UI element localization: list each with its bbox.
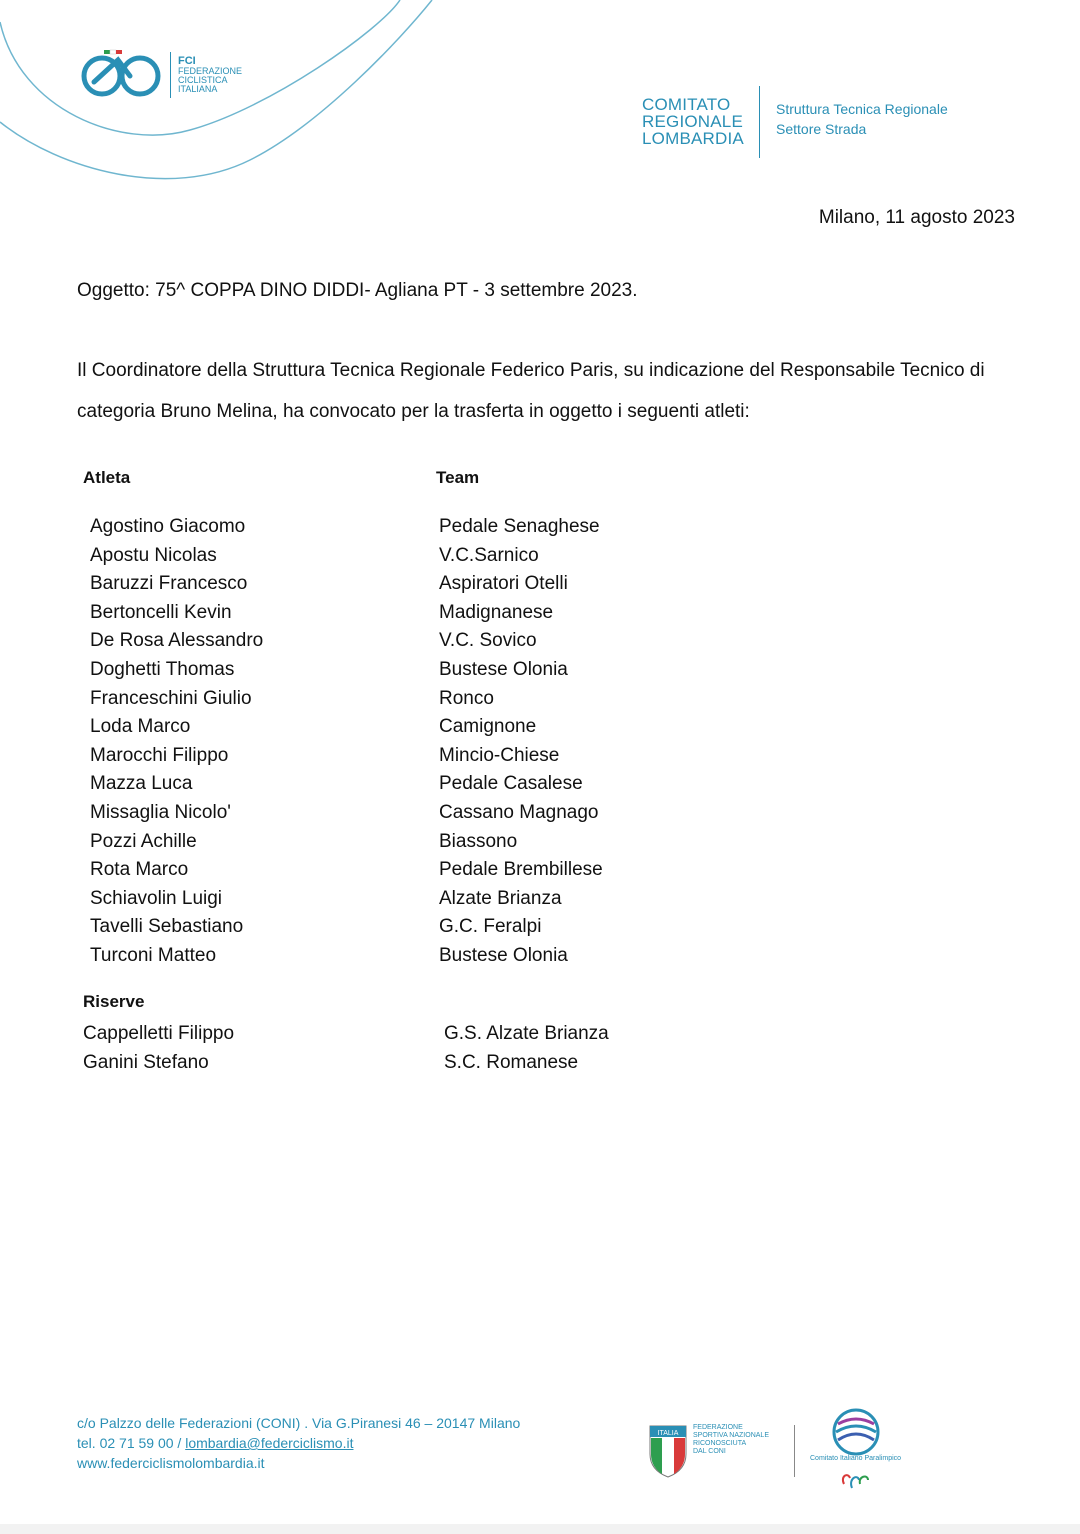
letter-intro: Il Coordinatore della Struttura Tecnica Regionale Federico Paris, su indicazione del Responsabile Tecnico di categoria Bruno Melina, ha convocato per la trasferta in oggetto i seguenti atleti: [77, 360, 985, 422]
team-name: Mincio-Chiese [439, 744, 560, 766]
reserve-athlete-name: Ganini Stefano [83, 1051, 209, 1073]
athlete-name: De Rosa Alessandro [90, 630, 264, 652]
letter-date: Milano, 11 agosto 2023 [818, 207, 1015, 228]
athlete-name: Marocchi Filippo [90, 744, 229, 766]
header-curves [0, 0, 460, 200]
svg-text:ITALIA: ITALIA [657, 1430, 679, 1437]
team-name: Alzate Brianza [439, 887, 562, 909]
athlete-name: Tavelli Sebastiano [90, 916, 244, 938]
fci-bike-logo-icon [80, 48, 166, 100]
team-name: V.C.Sarnico [439, 544, 539, 566]
footer-website[interactable]: www.federciclismolombardia.it [77, 1455, 265, 1471]
athlete-name: Baruzzi Francesco [90, 573, 248, 595]
team-list [439, 513, 603, 971]
athlete-name: Bertoncelli Kevin [90, 601, 232, 623]
team-name: Biassono [439, 830, 518, 852]
footer-phone-line: tel. 02 71 59 00 / lombardia@federciclismo.it [77, 1435, 354, 1451]
fci-wordmark: FCI FEDERAZIONE CICLISTICA ITALIANA [178, 55, 243, 94]
athlete-name: Franceschini Giulio [90, 687, 252, 709]
column-header-team: Team [436, 468, 480, 487]
fci-divider [170, 52, 171, 98]
header-divider [759, 86, 760, 158]
athlete-name: Apostu Nicolas [90, 544, 217, 566]
reserve-team-name: S.C. Romanese [444, 1051, 579, 1073]
team-name: Cassano Magnago [439, 801, 599, 823]
team-name: Ronco [439, 687, 494, 709]
athlete-name: Doghetti Thomas [90, 658, 235, 680]
team-name: Madignanese [439, 601, 554, 623]
athlete-name: Schiavolin Luigi [90, 887, 223, 909]
reserve-athlete-name: Cappelletti Filippo [83, 1023, 235, 1044]
athlete-name: Missaglia Nicolo' [90, 801, 231, 823]
team-name: G.C. Feralpi [439, 916, 542, 938]
athlete-name: Loda Marco [90, 716, 191, 738]
athlete-name: Agostino Giacomo [90, 516, 246, 537]
page-bottom-edge [0, 1524, 1080, 1534]
comitato-title: COMITATO REGIONALE LOMBARDIA [642, 95, 744, 148]
team-name: Pedale Brembillese [439, 859, 603, 881]
team-name: Bustese Olonia [439, 944, 568, 966]
athlete-name: Pozzi Achille [90, 830, 197, 852]
team-name: Camignone [439, 716, 537, 738]
paralimpico-logo-icon [810, 1406, 900, 1496]
reserves-heading: Riserve [83, 992, 145, 1011]
team-name: Aspiratori Otelli [439, 573, 568, 595]
reserve-athlete-list [83, 1020, 234, 1077]
footer-logo-divider [794, 1425, 795, 1477]
athlete-name: Turconi Matteo [90, 944, 217, 966]
team-name: Pedale Senaghese [439, 516, 600, 537]
letter-subject: Oggetto: 75^ COPPA DINO DIDDI- Agliana PT - 3 settembre 2023. [77, 280, 638, 301]
coni-text: FEDERAZIONE SPORTIVA NAZIONALE RICONOSCIUTA DAL CONI [693, 1424, 769, 1455]
team-name: Bustese Olonia [439, 658, 568, 680]
footer-email-link[interactable]: lombardia@federciclismo.it [185, 1435, 354, 1451]
footer-address: c/o Palzzo delle Federazioni (CONI) . Via G.Piranesi 46 – 20147 Milano [77, 1415, 521, 1431]
struttura-title: Struttura Tecnica Regionale Settore Strada [776, 101, 948, 137]
footer-contacts [77, 1413, 520, 1473]
athlete-name: Mazza Luca [90, 773, 193, 795]
athlete-name: Rota Marco [90, 859, 189, 881]
column-header-athlete: Atleta [83, 468, 131, 487]
team-name: Pedale Casalese [439, 773, 583, 795]
paralimpico-text: Comitato Italiano Paralimpico [810, 1455, 902, 1462]
reserve-team-name: G.S. Alzate Brianza [444, 1023, 609, 1044]
reserve-team-list [444, 1020, 609, 1077]
athlete-list [90, 513, 263, 971]
team-name: V.C. Sovico [439, 630, 537, 652]
coni-shield-icon [648, 1424, 688, 1478]
